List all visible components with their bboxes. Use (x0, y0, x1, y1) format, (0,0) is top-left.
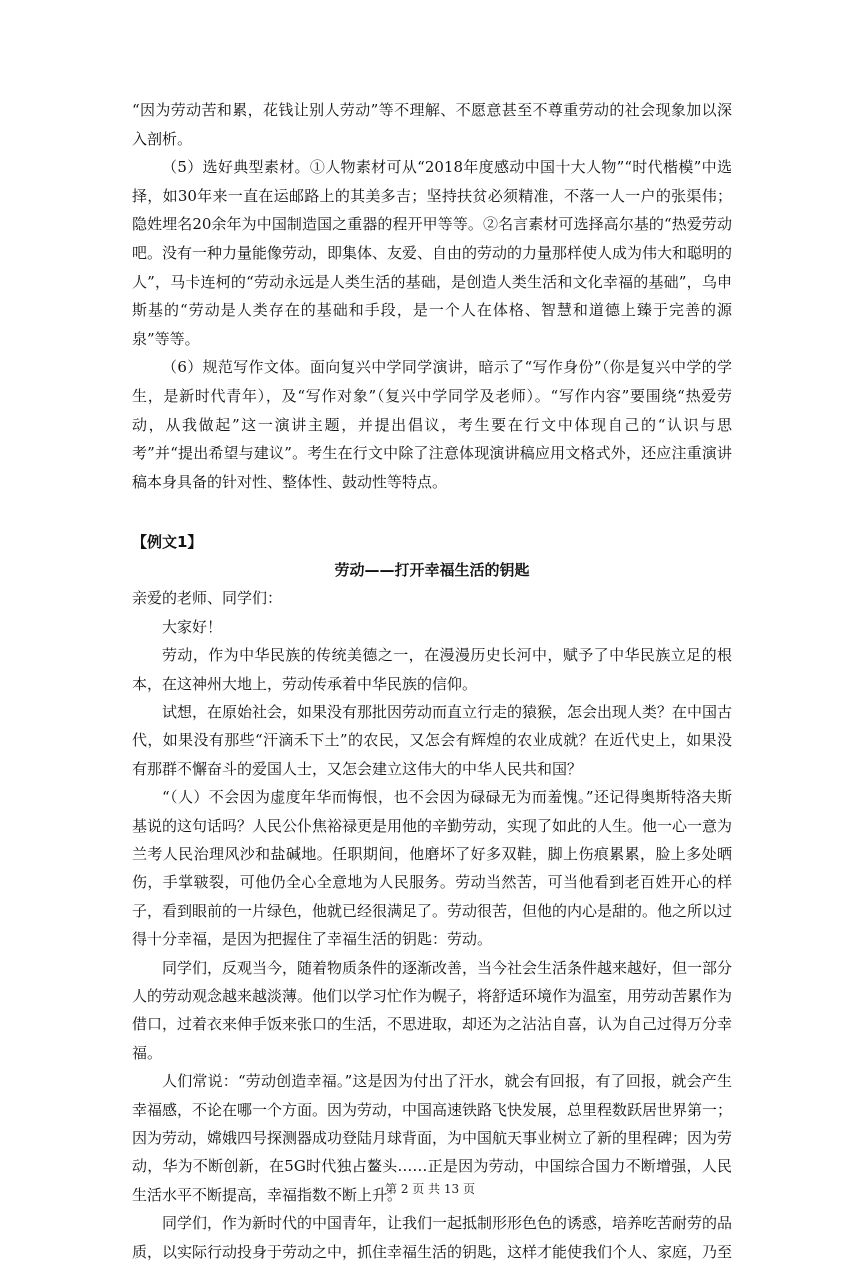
intro-paragraph-6: （6）规范写作文体。面向复兴中学同学演讲，暗示了“写作身份”（你是复兴中学的学生，是新时代青年），及“写作对象”（复兴中学同学及老师）。“写作内容”要围绕“热爱劳动，从我做起”这一演讲主题，并提出倡议，考生要在行文中体现自己的“认识与思考”并“提出希望与建议”。考生在行文中除了注意体现演讲稿应用文格式外，还应注重演讲稿本身具备的针对性、整体性、鼓动性等特点。 (132, 358, 732, 491)
example-label: 【例文1】 (132, 533, 203, 552)
essay-body (132, 584, 732, 1266)
essay-title: 劳动——打开幸福生活的钥匙 (334, 561, 530, 580)
essay-paragraph: 人们常说：“劳动创造幸福。”这是因为付出了汗水，就会有回报，有了回报，就会产生幸福感，不论在哪一个方面。因为劳动，中国高速铁路飞快发展，总里程数跃居世界第一；因为劳动，嫦娥四号探测器成功登陆月球背面，为中国航天事业树立了新的里程碑；因为劳动，华为不断创新，在5G时代独占鳌头……正是因为劳动，中国综合国力不断增强，人民生活水平不断提高，幸福指数不断上升。 (132, 1072, 733, 1204)
intro-paragraph-continued: “因为劳动苦和累，花钱让别人劳动”等不理解、不愿意甚至不尊重劳动的社会现象加以深入剖析。 (132, 101, 732, 148)
page-number-footer: 第 2 页 共 13 页 (385, 1182, 475, 1196)
section-gap (132, 496, 732, 528)
page-content (132, 96, 732, 1266)
essay-salutation: 亲爱的老师、同学们： (132, 589, 283, 608)
essay-greeting: 大家好！ (162, 617, 223, 636)
essay-paragraph: 同学们，反观当今，随着物质条件的逐渐改善，当今社会生活条件越来越好，但一部分人的劳动观念越来越淡薄。他们以学习忙作为幌子，将舒适环境作为温室，用劳动苦累作为借口，过着衣来伸手饭来张口的生活，不思进取，却还为之沾沾自喜，认为自己过得万分幸福。 (132, 958, 733, 1062)
essay-paragraph: 同学们，作为新时代的中国青年，让我们一起抵制形形色色的诱惑，培养吃苦耐劳的品质，以实际行动投身于劳动之中，抓住幸福生活的钥匙，这样才能使我们个人、家庭，乃至 (132, 1214, 733, 1261)
intro-paragraph-5: （5）选好典型素材。①人物素材可从“2018年度感动中国十大人物”“时代楷模”中选择，如30年来一直在运邮路上的其美多吉；坚持扶贫必须精准，不落一人一户的张渠伟；隐姓埋名20余年为中国制造国之重器的程开甲等等。②名言素材可选择高尔基的“热爱劳动吧。没有一种力量能像劳动，即集体、友爱、自由的劳动的力量那样使人成为伟大和聪明的人”，马卡连柯的“劳动永远是人类生活的基础，是创造人类生活和文化幸福的基础”，乌申斯基的“劳动是人类存在的基础和手段，是一个人在体格、智慧和道德上臻于完善的源泉”等等。 (132, 158, 733, 348)
essay-paragraph: 试想，在原始社会，如果没有那批因劳动而直立行走的猿猴，怎会出现人类？在中国古代，如果没有那些“汗滴禾下土”的农民，又怎会有辉煌的农业成就？在近代史上，如果没有那群不懈奋斗的爱国人士，又怎会建立这伟大的中华人民共和国？ (132, 702, 733, 778)
essay-paragraph: 劳动，作为中华民族的传统美德之一，在漫漫历史长河中，赋予了中华民族立足的根本，在这神州大地上，劳动传承着中华民族的信仰。 (132, 646, 732, 693)
essay-paragraph: “（人）不会因为虚度年华而悔恨，也不会因为碌碌无为而羞愧。”还记得奥斯特洛夫斯基说的这句话吗？人民公仆焦裕禄更是用他的辛勤劳动，实现了如此的人生。他一心一意为兰考人民治理风沙和盐碱地。任职期间，他磨坏了好多双鞋，脚上伤痕累累，脸上多处晒伤，手掌皲裂，可他仍全心全意地为人民服务。劳动当然苦，可当他看到老百姓开心的样子，看到眼前的一片绿色，他就已经很满足了。劳动很苦，但他的内心是甜的。他之所以过得十分幸福，是因为把握住了幸福生活的钥匙：劳动。 (132, 788, 733, 949)
